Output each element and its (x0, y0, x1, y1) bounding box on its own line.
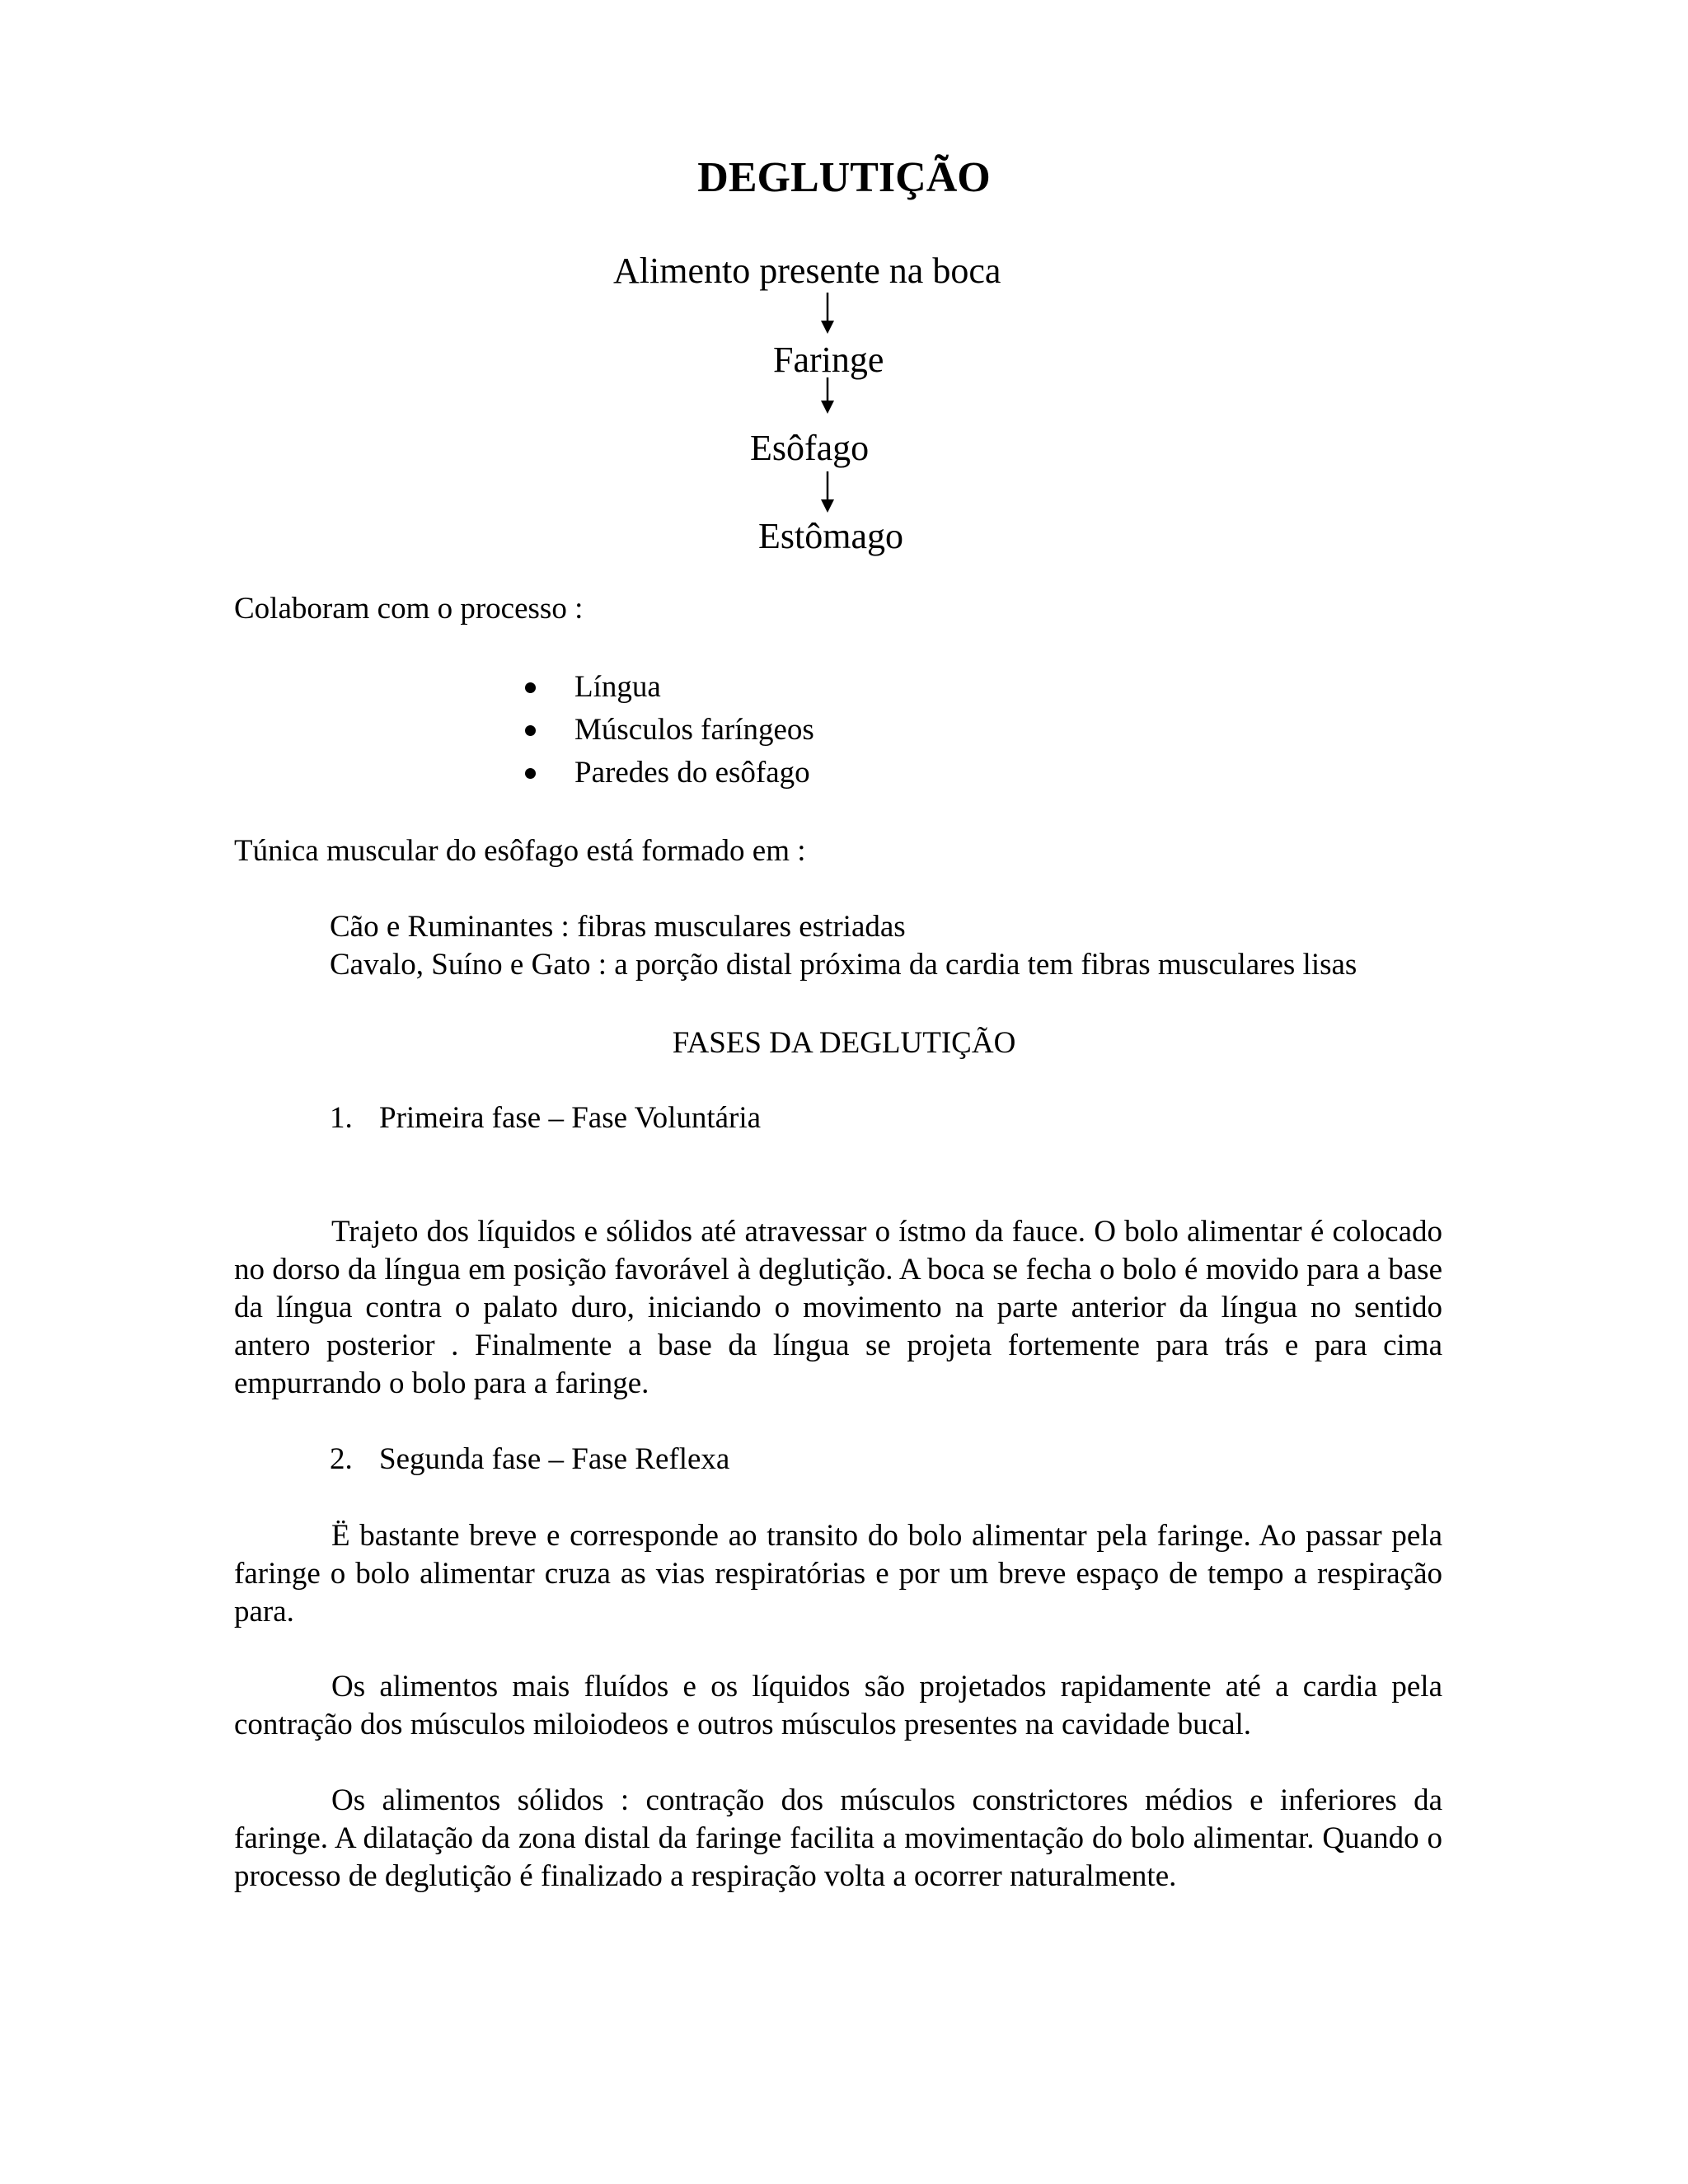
list-item-label: Músculos faríngeos (574, 713, 814, 747)
list-item-label: Língua (574, 670, 661, 704)
down-arrow-icon (818, 293, 837, 335)
tunica-line: Cavalo, Suíno e Gato : a porção distal próxima da cardia tem fibras musculares lisas (330, 948, 1357, 982)
phase-number: 2. (330, 1442, 353, 1476)
flow-step-stomach: Estômago (758, 516, 903, 556)
collaborate-heading: Colaboram com o processo : (234, 592, 584, 626)
phase-one-label (330, 1099, 761, 1137)
list-item (517, 709, 814, 752)
phase-title: Primeira fase – Fase Voluntária (379, 1101, 762, 1135)
tunica-line: Cão e Ruminantes : fibras musculares estriadas (330, 910, 906, 944)
phase-title: Segunda fase – Fase Reflexa (379, 1442, 730, 1476)
flow-step-esophagus: Esôfago (750, 428, 870, 468)
list-item-label: Paredes do esôfago (574, 756, 810, 790)
flow-step-mouth: Alimento presente na boca (613, 251, 1001, 291)
phase-two-paragraph: Os alimentos mais fluídos e os líquidos são projetados rapidamente até a cardia pela contração dos músculos miloiodeos e outros músculos presentes na cavidade bucal. (234, 1670, 1442, 1741)
page-title: DEGLUTIÇÃO (697, 154, 991, 201)
tunica-heading: Túnica muscular do esôfago está formado em : (234, 834, 806, 868)
list-item (517, 752, 814, 794)
down-arrow-icon (818, 377, 837, 415)
bullet-icon (525, 768, 536, 779)
phase-two-label (330, 1441, 729, 1479)
list-item (517, 666, 814, 709)
phase-two-paragraph: Os alimentos sólidos : contração dos músculos constrictores médios e inferiores da faringe. A dilatação da zona distal da faringe facilita a movimentação do bolo alimentar. Quando o processo de deglutição é finalizado a respiração volta a ocorrer naturalmente. (234, 1783, 1442, 1893)
collaborate-list (517, 666, 814, 794)
bullet-icon (525, 725, 536, 736)
phase-two-paragraph: Ë bastante breve e corresponde ao transito do bolo alimentar pela faringe. Ao passar pela faringe o bolo alimentar cruza as vias respiratórias e por um breve espaço de tempo a respiração para. (234, 1519, 1442, 1629)
bullet-icon (525, 682, 536, 693)
phase-one-paragraph: Trajeto dos líquidos e sólidos até atravessar o ístmo da fauce. O bolo alimentar é colocado no dorso da língua em posição favorável à deglutição. A boca se fecha o bolo é movido para a base da língua contra o palato duro, iniciando o movimento na parte anterior da língua no sentido antero posterior . Finalmente a base da língua se projeta fortemente para trás e para cima empurrando o bolo para a faringe. (234, 1215, 1442, 1400)
phases-heading: FASES DA DEGLUTIÇÃO (672, 1026, 1016, 1060)
flow-step-pharynx: Faringe (773, 340, 884, 380)
phase-number: 1. (330, 1101, 353, 1135)
down-arrow-icon (818, 471, 837, 514)
